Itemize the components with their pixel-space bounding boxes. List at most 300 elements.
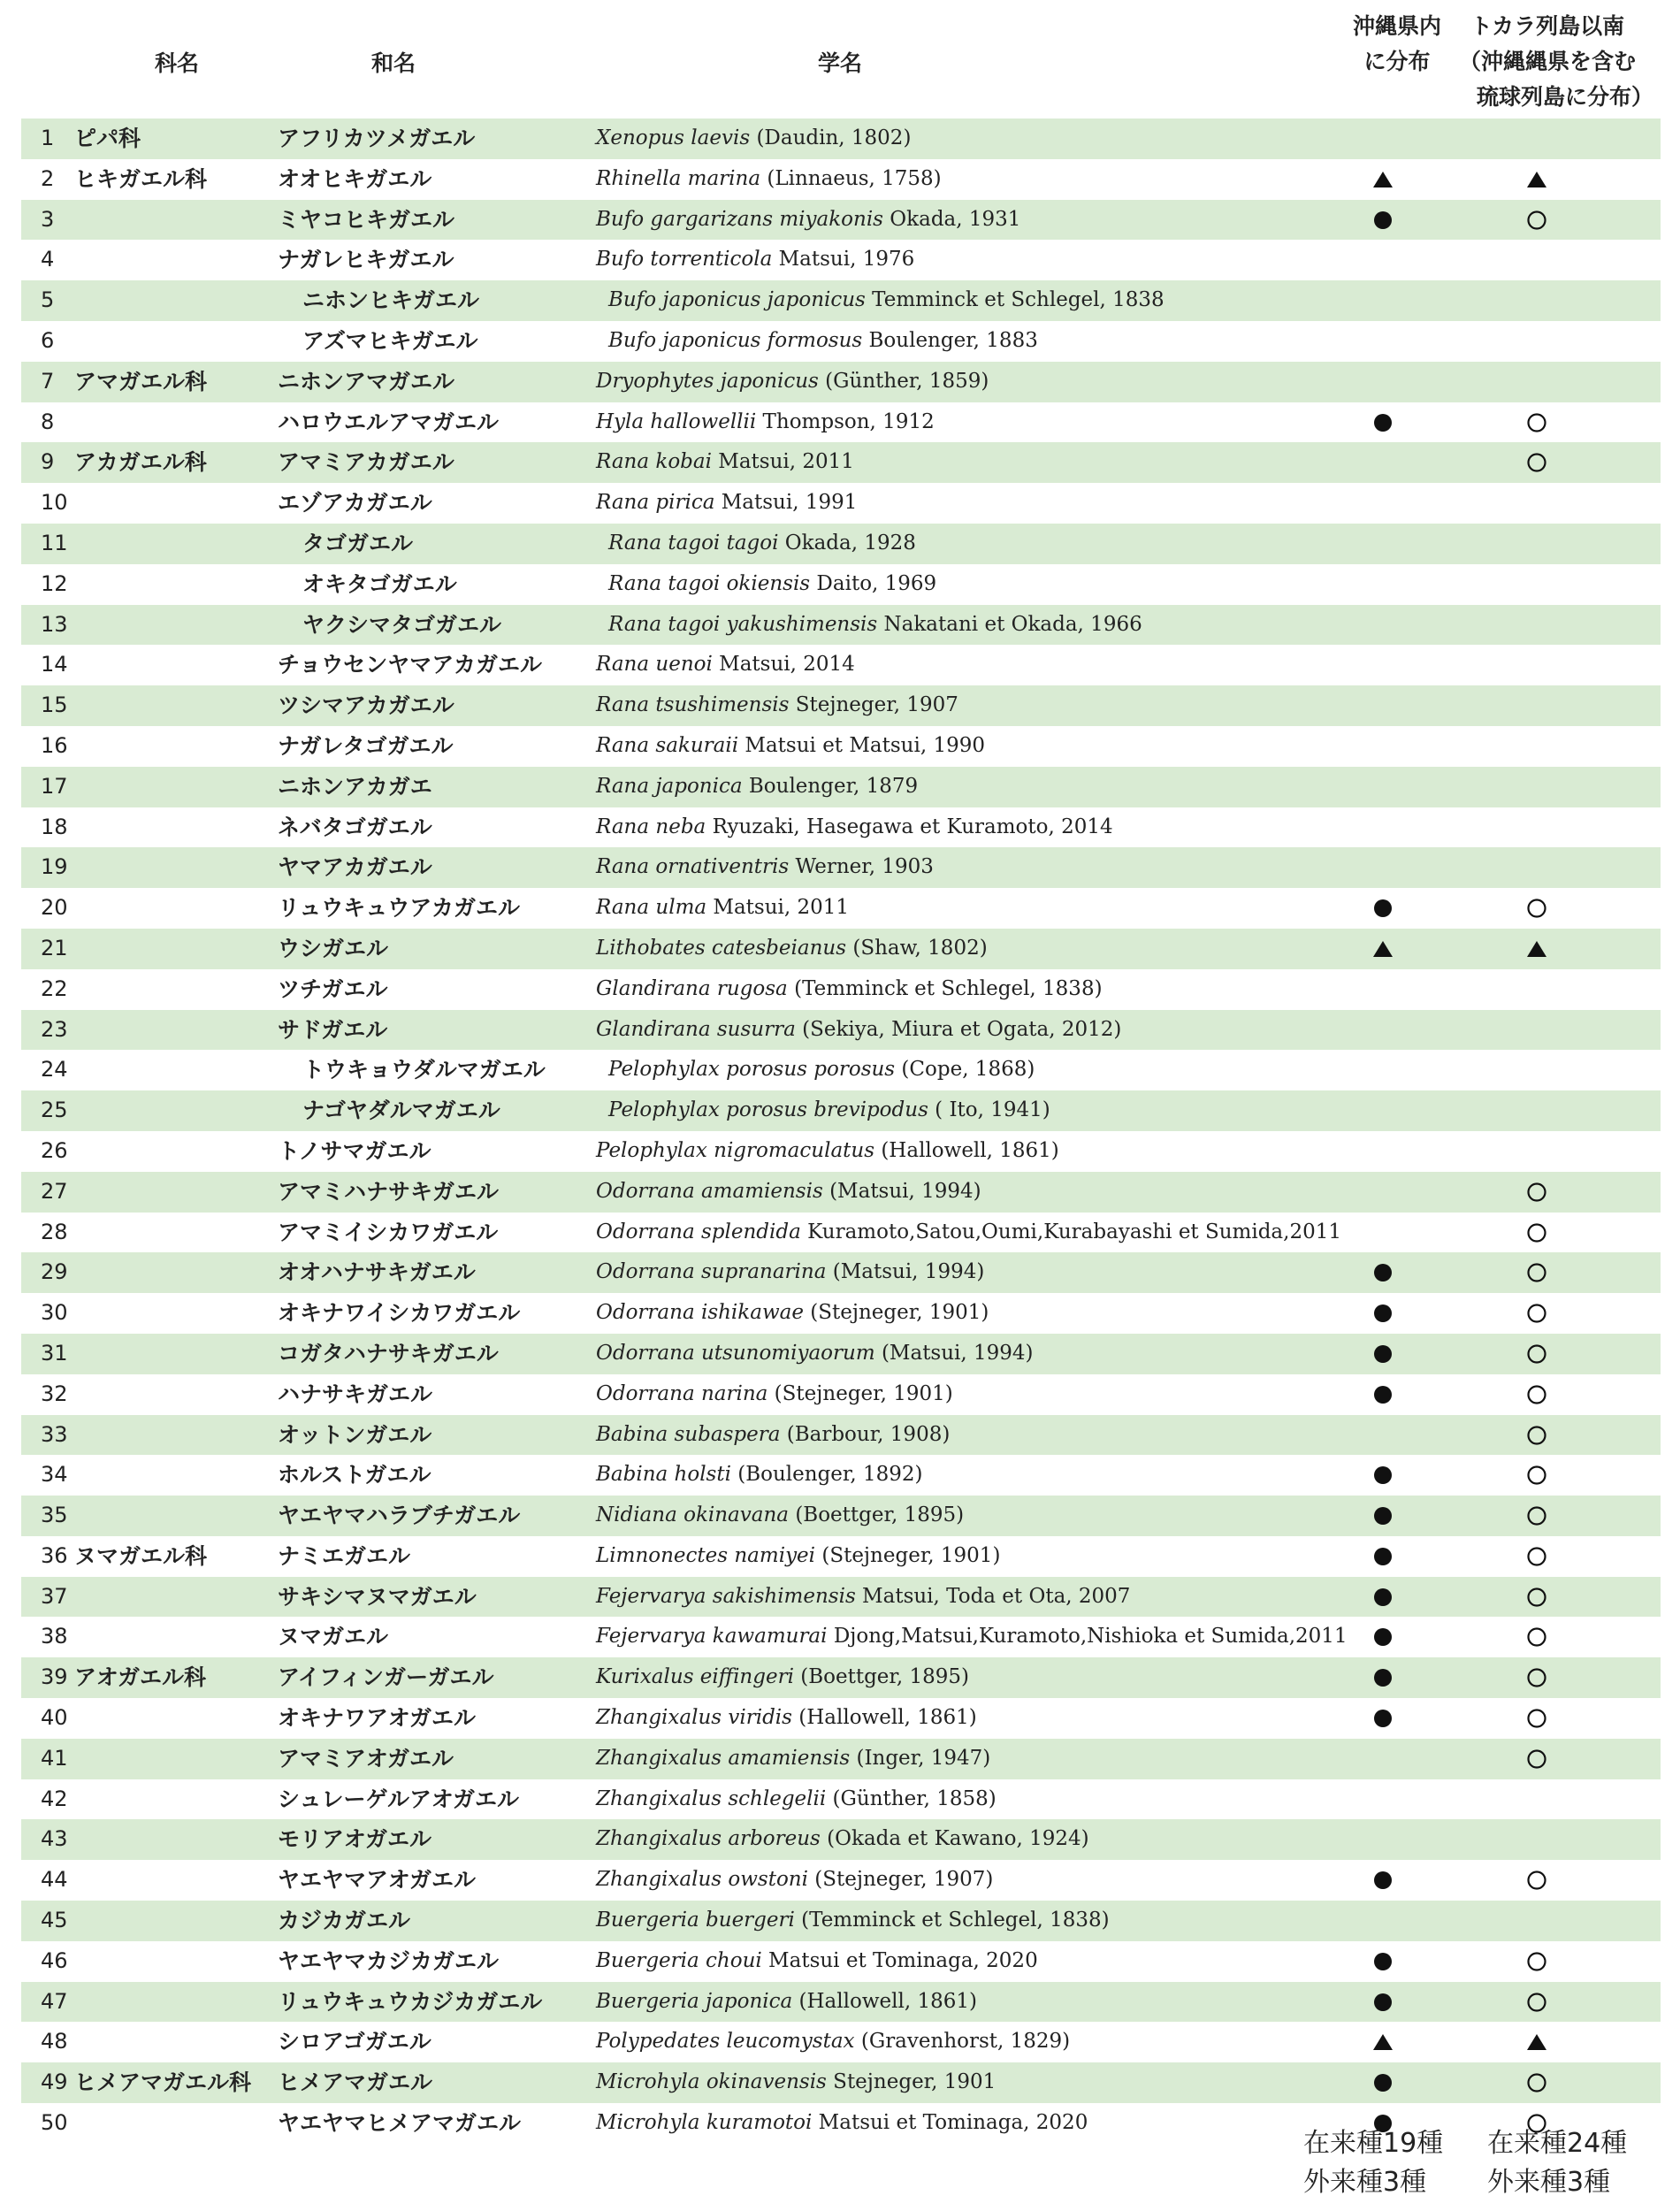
row-number: 6 <box>41 327 55 353</box>
scientific-name <box>596 1982 977 2023</box>
tokara-distribution-mark <box>1519 1657 1554 1698</box>
tokara-distribution-mark <box>1519 929 1554 969</box>
scientific-binomial: Rana japonica <box>596 774 743 798</box>
okinawa-distribution-mark <box>1365 1657 1401 1698</box>
family-name: ヒキガエル科 <box>74 165 208 192</box>
scientific-name <box>596 2103 1088 2144</box>
scientific-name <box>596 159 942 200</box>
open-circle-icon <box>1526 1222 1547 1243</box>
okinawa-distribution-mark <box>1365 1374 1401 1415</box>
row-number: 8 <box>41 409 55 434</box>
scientific-binomial: Glandirana susurra <box>596 1017 796 1041</box>
row-number: 27 <box>41 1178 68 1204</box>
scientific-binomial: Microhyla kuramotoi <box>596 2111 813 2135</box>
filled-circle-icon <box>1372 412 1394 433</box>
tokara-distribution-mark <box>1519 1860 1554 1901</box>
header-tokara-line1: トカラ列島以南 <box>1470 13 1625 39</box>
header-family: 科名 <box>154 50 199 76</box>
row-number: 42 <box>41 1786 68 1811</box>
japanese-name: ニホンアカガエ <box>278 773 432 799</box>
okinawa-distribution-mark <box>1365 1536 1401 1577</box>
japanese-name: ホルストガエル <box>278 1462 431 1488</box>
row-number: 30 <box>41 1300 68 1326</box>
japanese-name: タゴガエル <box>302 530 414 556</box>
scientific-name <box>596 1577 1130 1618</box>
scientific-binomial: Buergeria choui <box>596 1948 762 1972</box>
row-number: 12 <box>41 570 68 596</box>
row-number: 21 <box>41 935 68 960</box>
row-number: 48 <box>41 2029 68 2054</box>
tokara-distribution-mark <box>1519 1496 1554 1536</box>
tokara-distribution-mark <box>1519 1374 1554 1415</box>
table-row <box>21 645 1661 685</box>
scientific-author: Matsui et Matsui, 1990 <box>738 733 985 757</box>
table-row <box>21 119 1661 159</box>
open-circle-icon <box>1526 1870 1547 1891</box>
table-row <box>21 1374 1661 1415</box>
row-number: 34 <box>41 1462 68 1488</box>
open-circle-icon <box>1526 1505 1547 1526</box>
open-circle-icon <box>1526 1384 1547 1405</box>
triangle-icon <box>1526 2031 1547 2053</box>
header-scientific-name: 学名 <box>817 50 862 76</box>
scientific-name <box>596 847 934 888</box>
table-row <box>21 1617 1661 1657</box>
scientific-author: (Daudin, 1802) <box>750 126 912 149</box>
table-row <box>21 1090 1661 1131</box>
scientific-binomial: Zhangixalus schlegelii <box>596 1786 827 1810</box>
tokara-distribution-mark <box>1519 1455 1554 1496</box>
open-circle-icon <box>1526 898 1547 919</box>
scientific-author: (Sekiya, Miura et Ogata, 2012) <box>795 1017 1122 1041</box>
japanese-name: トウキョウダルマガエル <box>302 1057 546 1083</box>
table-row <box>21 1050 1661 1090</box>
scientific-author: (Gravenhorst, 1829) <box>854 2030 1071 2054</box>
tokara-distribution-mark <box>1519 402 1554 443</box>
scientific-binomial: Nidiana okinavana <box>596 1503 790 1527</box>
row-number: 4 <box>41 247 55 272</box>
tokara-distribution-mark <box>1519 1577 1554 1618</box>
row-number: 7 <box>41 368 55 394</box>
scientific-binomial: Buergeria japonica <box>596 1989 793 2013</box>
table-row <box>21 1982 1661 2023</box>
japanese-name: ハロウエルアマガエル <box>278 409 500 435</box>
filled-circle-icon <box>1372 1667 1394 1688</box>
scientific-author: Matsui, 2011 <box>706 896 850 920</box>
family-name: アオガエル科 <box>74 1664 207 1691</box>
scientific-name <box>608 321 1038 362</box>
tokara-distribution-mark <box>1519 1941 1554 1982</box>
header-okinawa <box>1326 9 1468 80</box>
scientific-author: (Cope, 1868) <box>895 1058 1035 1082</box>
scientific-author: Okada, 1931 <box>883 207 1021 231</box>
row-number: 35 <box>41 1503 68 1528</box>
filled-circle-icon <box>1372 898 1394 919</box>
triangle-icon <box>1526 169 1547 190</box>
japanese-name: アマミアオガエル <box>278 1745 454 1771</box>
japanese-name: オオヒキガエル <box>278 165 432 192</box>
japanese-name: チョウセンヤマアカガエル <box>278 652 543 678</box>
table-row <box>21 1657 1661 1698</box>
row-number: 39 <box>41 1664 68 1690</box>
tokara-distribution-mark <box>1519 1739 1554 1779</box>
row-number: 15 <box>41 692 68 718</box>
filled-circle-icon <box>1372 1870 1394 1891</box>
scientific-name <box>596 1252 984 1293</box>
scientific-author: (Stejneger, 1901) <box>767 1381 953 1405</box>
scientific-name <box>596 726 985 767</box>
scientific-author: Werner, 1903 <box>789 855 934 879</box>
scientific-name <box>596 1455 923 1496</box>
scientific-author: Matsui et Tominaga, 2020 <box>761 1948 1038 1972</box>
scientific-author: Matsui, 2011 <box>711 450 854 474</box>
japanese-name: ヒメアマガエル <box>278 2069 433 2096</box>
header-okinawa-line1: 沖縄県内 <box>1352 13 1441 39</box>
filled-circle-icon <box>1372 1465 1394 1486</box>
japanese-name: サキシマヌマガエル <box>278 1583 477 1610</box>
scientific-binomial: Zhangixalus viridis <box>596 1706 792 1730</box>
okinawa-distribution-mark <box>1365 200 1401 241</box>
scientific-author: ( Ito, 1941) <box>928 1098 1050 1122</box>
row-number: 33 <box>41 1421 68 1447</box>
open-circle-icon <box>1526 1303 1547 1324</box>
table-row <box>21 767 1661 807</box>
row-number: 17 <box>41 773 68 799</box>
scientific-name <box>608 564 936 605</box>
triangle-icon <box>1526 938 1547 960</box>
filled-circle-icon <box>1372 210 1394 231</box>
japanese-name: アズマヒキガエル <box>302 327 478 354</box>
row-number: 18 <box>41 814 68 839</box>
open-circle-icon <box>1526 1708 1547 1729</box>
filled-circle-icon <box>1372 1951 1394 1972</box>
okinawa-native-total: 在来種19種 <box>1303 2128 1444 2159</box>
table-row <box>21 159 1661 200</box>
family-name: ヒメアマガエル科 <box>74 2069 252 2096</box>
scientific-author: Boulenger, 1879 <box>742 774 919 798</box>
table-row <box>21 362 1661 402</box>
table-row <box>21 1941 1661 1982</box>
scientific-author: (Günther, 1859) <box>818 369 989 393</box>
scientific-binomial: Polypedates leucomystax <box>596 2030 855 2054</box>
okinawa-distribution-mark <box>1365 1496 1401 1536</box>
table-row <box>21 1334 1661 1374</box>
row-number: 36 <box>41 1542 68 1568</box>
okinawa-distribution-mark <box>1365 1698 1401 1739</box>
open-circle-icon <box>1526 452 1547 473</box>
okinawa-distribution-mark <box>1365 2022 1401 2062</box>
row-number: 40 <box>41 1705 68 1731</box>
scientific-binomial: Odorrana narina <box>596 1381 768 1405</box>
scientific-author: (Hallowell, 1861) <box>792 1989 977 2013</box>
open-circle-icon <box>1526 1343 1547 1365</box>
okinawa-distribution-mark <box>1365 929 1401 969</box>
tokara-distribution-mark <box>1519 1252 1554 1293</box>
scientific-name <box>596 1293 989 1334</box>
scientific-binomial: Zhangixalus amamiensis <box>596 1746 851 1770</box>
scientific-binomial: Hyla hallowellii <box>596 409 757 433</box>
scientific-author: Thompson, 1912 <box>756 409 935 433</box>
header-tokara <box>1450 9 1654 115</box>
filled-circle-icon <box>1372 1626 1394 1648</box>
filled-circle-icon <box>1372 1505 1394 1526</box>
table-row <box>21 483 1661 524</box>
open-circle-icon <box>1526 1992 1547 2013</box>
scientific-name <box>596 1657 969 1698</box>
table-row <box>21 1496 1661 1536</box>
japanese-name: ツシマアカガエル <box>278 692 454 719</box>
scientific-name <box>596 1536 1000 1577</box>
row-number: 50 <box>41 2110 68 2136</box>
scientific-author: (Temminck et Schlegel, 1838) <box>787 976 1103 1000</box>
scientific-binomial: Rana neba <box>596 815 706 838</box>
japanese-name: ヤエヤマヒメアマガエル <box>278 2110 522 2137</box>
scientific-name <box>596 1739 990 1779</box>
scientific-author: (Hallowell, 1861) <box>791 1706 977 1730</box>
tokara-distribution-mark <box>1519 1334 1554 1374</box>
scientific-binomial: Odorrana supranarina <box>596 1260 827 1284</box>
tokara-distribution-mark <box>1519 1213 1554 1253</box>
scientific-author: (Barbour, 1908) <box>780 1422 951 1446</box>
japanese-name: リュウキュウアカガエル <box>278 895 521 922</box>
scientific-binomial: Bufo japonicus japonicus <box>608 288 866 312</box>
triangle-icon <box>1372 938 1394 960</box>
scientific-name <box>608 1090 1050 1131</box>
japanese-name: シロアゴガエル <box>278 2029 431 2055</box>
scientific-name <box>596 1374 953 1415</box>
scientific-binomial: Kurixalus eiffingeri <box>596 1665 794 1689</box>
scientific-name <box>596 1010 1121 1051</box>
scientific-name <box>596 969 1103 1010</box>
scientific-binomial: Rana tagoi tagoi <box>608 531 779 555</box>
scientific-binomial: Rhinella marina <box>596 166 761 190</box>
scientific-name <box>596 1617 1348 1657</box>
scientific-binomial: Odorrana amamiensis <box>596 1179 823 1203</box>
scientific-name <box>596 1496 964 1536</box>
japanese-name: オキナワアオガエル <box>278 1705 477 1732</box>
scientific-name <box>596 1901 1110 1941</box>
tokara-distribution-mark <box>1519 888 1554 929</box>
row-number: 37 <box>41 1583 68 1609</box>
table-row <box>21 1779 1661 1820</box>
table-row <box>21 1577 1661 1618</box>
japanese-name: ニホンアマガエル <box>278 368 455 394</box>
table-row <box>21 442 1661 483</box>
tokara-distribution-mark <box>1519 1293 1554 1334</box>
scientific-name <box>596 1415 950 1456</box>
scientific-binomial: Odorrana ishikawae <box>596 1301 804 1325</box>
family-name: アマガエル科 <box>74 368 208 394</box>
okinawa-alien-total: 外来種3種 <box>1303 2167 1427 2198</box>
table-row <box>21 280 1661 321</box>
scientific-binomial: Odorrana splendida <box>596 1220 801 1243</box>
tokara-distribution-mark <box>1519 442 1554 483</box>
row-number: 45 <box>41 1908 68 1933</box>
row-number: 5 <box>41 287 55 313</box>
table-row <box>21 240 1661 280</box>
scientific-author: (Boettger, 1895) <box>793 1665 969 1689</box>
japanese-name: オットンガエル <box>278 1421 432 1448</box>
japanese-name: エゾアカガエル <box>278 490 432 516</box>
scientific-name <box>596 1941 1038 1982</box>
scientific-binomial: Bufo torrenticola <box>596 248 773 272</box>
scientific-author: (Matsui, 1994) <box>826 1260 985 1284</box>
tokara-distribution-mark <box>1519 1617 1554 1657</box>
table-row <box>21 1172 1661 1213</box>
okinawa-distribution-mark <box>1365 159 1401 200</box>
japanese-name: ニホンヒキガエル <box>302 287 480 314</box>
table-row <box>21 1293 1661 1334</box>
japanese-name: ヤエヤマハラブチガエル <box>278 1503 521 1529</box>
row-number: 29 <box>41 1259 68 1285</box>
row-number: 22 <box>41 975 68 1001</box>
scientific-name <box>596 240 914 280</box>
tokara-distribution-mark <box>1519 2062 1554 2103</box>
row-number: 20 <box>41 895 68 921</box>
scientific-binomial: Pelophylax porosus porosus <box>608 1058 896 1082</box>
row-number: 46 <box>41 1947 68 1973</box>
okinawa-distribution-mark <box>1365 1252 1401 1293</box>
open-circle-icon <box>1526 210 1547 231</box>
open-circle-icon <box>1526 1546 1547 1567</box>
row-number: 3 <box>41 206 55 232</box>
okinawa-distribution-mark <box>1365 1334 1401 1374</box>
scientific-author: (Boettger, 1895) <box>789 1503 965 1527</box>
table-row <box>21 524 1661 564</box>
table-row <box>21 847 1661 888</box>
japanese-name: ナミエガエル <box>278 1542 411 1569</box>
open-circle-icon <box>1526 2072 1547 2093</box>
tokara-distribution-mark <box>1519 1536 1554 1577</box>
okinawa-distribution-mark <box>1365 1941 1401 1982</box>
table-row <box>21 807 1661 848</box>
scientific-author: (Günther, 1858) <box>826 1786 997 1810</box>
okinawa-distribution-mark <box>1365 1293 1401 1334</box>
scientific-name <box>596 685 958 726</box>
scientific-binomial: Glandirana rugosa <box>596 976 788 1000</box>
scientific-binomial: Rana tagoi okiensis <box>608 571 811 595</box>
scientific-author: (Hallowell, 1861) <box>874 1138 1059 1162</box>
table-row <box>21 1698 1661 1739</box>
scientific-name <box>596 767 918 807</box>
scientific-binomial: Limnonectes namiyei <box>596 1543 816 1567</box>
scientific-author: (Stejneger, 1907) <box>807 1868 994 1892</box>
scientific-name <box>596 807 1113 848</box>
table-row <box>21 402 1661 443</box>
scientific-author: Matsui et Tominaga, 2020 <box>812 2111 1088 2135</box>
scientific-author: Daito, 1969 <box>810 571 937 595</box>
scientific-binomial: Dryophytes japonicus <box>596 369 819 393</box>
family-name: アカガエル科 <box>74 449 207 476</box>
scientific-author: Stejneger, 1907 <box>789 693 958 717</box>
scientific-binomial: Rana kobai <box>596 450 712 474</box>
japanese-name: アマミイシカワガエル <box>278 1219 499 1245</box>
okinawa-distribution-mark <box>1365 1982 1401 2023</box>
japanese-name: ナガレタゴガエル <box>278 732 454 759</box>
japanese-name: シュレーゲルアオガエル <box>278 1786 520 1812</box>
row-number: 14 <box>41 652 68 677</box>
row-number: 31 <box>41 1340 68 1366</box>
scientific-binomial: Rana tagoi yakushimensis <box>608 612 878 636</box>
triangle-icon <box>1372 2031 1394 2053</box>
scientific-binomial: Babina subaspera <box>596 1422 781 1446</box>
filled-circle-icon <box>1372 1343 1394 1365</box>
japanese-name: ヤクシマタゴガエル <box>302 611 502 638</box>
scientific-author: (Stejneger, 1901) <box>815 1543 1001 1567</box>
scientific-binomial: Zhangixalus arboreus <box>596 1827 821 1851</box>
japanese-name: アマミアカガエル <box>278 449 454 476</box>
tokara-distribution-mark <box>1519 1698 1554 1739</box>
scientific-name <box>608 280 1165 321</box>
table-row <box>21 605 1661 646</box>
scientific-author: Matsui, 2014 <box>712 653 855 677</box>
scientific-name <box>596 1131 1059 1172</box>
okinawa-distribution-mark <box>1365 1577 1401 1618</box>
scientific-author: (Inger, 1947) <box>850 1746 991 1770</box>
scientific-author: Boulenger, 1883 <box>862 328 1038 352</box>
scientific-author: (Linnaeus, 1758) <box>760 166 942 190</box>
okinawa-distribution-mark <box>1365 2062 1401 2103</box>
scientific-name <box>596 200 1020 241</box>
row-number: 26 <box>41 1137 68 1163</box>
table-row <box>21 1131 1661 1172</box>
row-number: 2 <box>41 165 55 191</box>
filled-circle-icon <box>1372 1546 1394 1567</box>
japanese-name: アマミハナサキガエル <box>278 1178 500 1205</box>
table-row <box>21 1860 1661 1901</box>
scientific-name <box>608 1050 1035 1090</box>
japanese-name: ヤマアカガエル <box>278 854 432 881</box>
japanese-name: ヤエヤマアオガエル <box>278 1867 477 1894</box>
open-circle-icon <box>1526 1951 1547 1972</box>
filled-circle-icon <box>1372 2072 1394 2093</box>
header-tokara-line3: 琉球列島に分布） <box>1477 84 1654 110</box>
scientific-name <box>596 2022 1070 2062</box>
scientific-name <box>596 1172 981 1213</box>
table-row <box>21 1536 1661 1577</box>
scientific-name <box>596 1860 993 1901</box>
table-row <box>21 2022 1661 2062</box>
scientific-author: Nakatani et Okada, 1966 <box>877 612 1142 636</box>
scientific-author: Djong,Matsui,Kuramoto,Nishioka et Sumida,2011 <box>827 1625 1348 1649</box>
tokara-distribution-mark <box>1519 200 1554 241</box>
scientific-binomial: Fejervarya sakishimensis <box>596 1584 856 1608</box>
scientific-binomial: Bufo gargarizans miyakonis <box>596 207 883 231</box>
japanese-name: アフリカツメガエル <box>278 126 476 151</box>
row-number: 10 <box>41 490 68 516</box>
table-row <box>21 2062 1661 2103</box>
scientific-binomial: Rana sakuraii <box>596 733 739 757</box>
triangle-icon <box>1372 169 1394 190</box>
japanese-name: リュウキュウカジカガエル <box>278 1988 543 2015</box>
scientific-name <box>596 1334 1034 1374</box>
japanese-name: オキナワイシカワガエル <box>278 1300 521 1327</box>
open-circle-icon <box>1526 1748 1547 1770</box>
open-circle-icon <box>1526 1587 1547 1608</box>
scientific-binomial: Microhyla okinavensis <box>596 2070 827 2094</box>
scientific-name <box>596 402 935 443</box>
row-number: 44 <box>41 1867 68 1893</box>
scientific-binomial: Babina holsti <box>596 1463 731 1487</box>
okinawa-distribution-mark <box>1365 1617 1401 1657</box>
table-row <box>21 1415 1661 1456</box>
scientific-author: Matsui, Toda et Ota, 2007 <box>855 1584 1131 1608</box>
japanese-name: ネバタゴガエル <box>278 814 432 840</box>
open-circle-icon <box>1526 1667 1547 1688</box>
scientific-author: (Stejneger, 1901) <box>803 1301 989 1325</box>
scientific-binomial: Pelophylax porosus brevipodus <box>608 1098 928 1122</box>
open-circle-icon <box>1526 1182 1547 1203</box>
